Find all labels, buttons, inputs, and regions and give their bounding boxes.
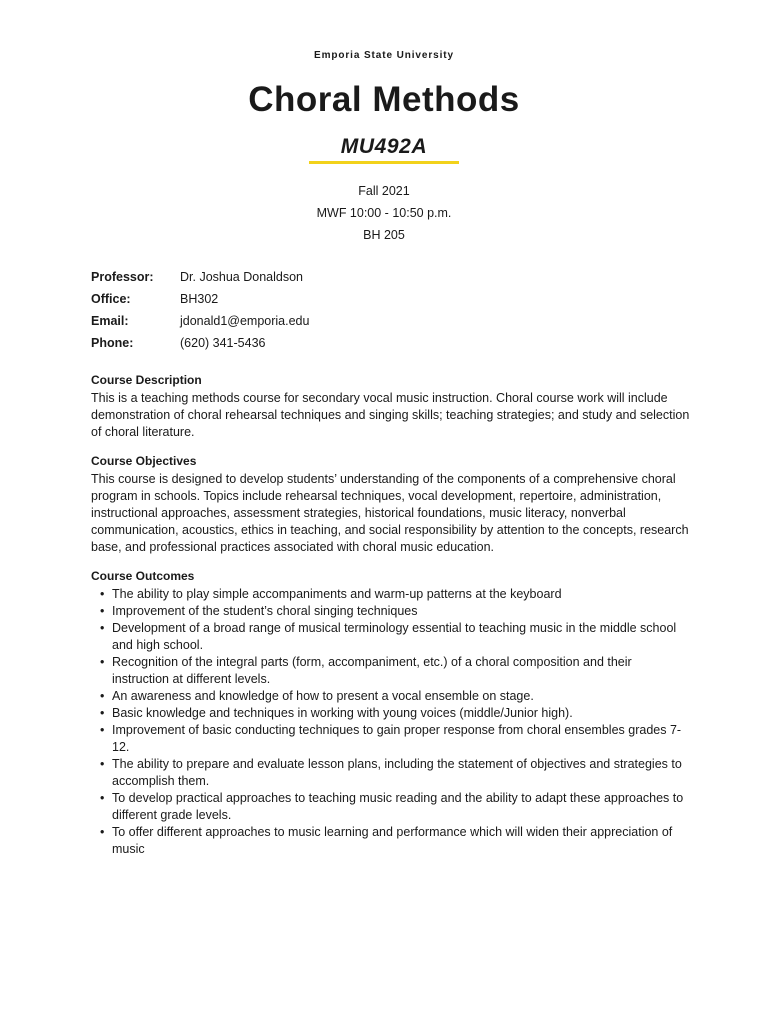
bullet-icon: • [100, 723, 105, 737]
list-item [91, 688, 691, 705]
contact-value: jdonald1@emporia.edu [180, 314, 310, 328]
contact-row-email [91, 310, 309, 332]
term: Fall 2021 [358, 184, 410, 198]
outcome-text: To offer different approaches to music learning and performance which will widen their appreciation of music [112, 825, 673, 856]
bullet-icon: • [100, 655, 105, 669]
bullet-icon: • [100, 689, 105, 703]
list-item [91, 603, 691, 620]
contact-value: (620) 341-5436 [180, 336, 266, 350]
course-code: MU492A [340, 135, 428, 158]
contact-label: Professor: [91, 270, 154, 284]
contact-label: Phone: [91, 336, 134, 350]
list-item [91, 705, 691, 722]
outcome-text: An awareness and knowledge of how to present a vocal ensemble on stage. [112, 689, 534, 703]
list-item [91, 756, 691, 790]
list-item [91, 824, 691, 858]
outcome-text: The ability to prepare and evaluate lesson plans, including the statement of objectives and strategies to accomplish them. [112, 757, 682, 788]
university-name: Emporia State University [314, 50, 454, 61]
outcome-text: Basic knowledge and techniques in working with young voices (middle/Junior high). [112, 706, 573, 720]
contact-info [91, 266, 309, 354]
outcomes-heading: Course Outcomes [91, 569, 195, 583]
objectives-heading: Course Objectives [91, 454, 197, 468]
outcomes-list [91, 586, 691, 858]
course-code-underline [309, 161, 459, 164]
contact-row-phone [91, 332, 309, 354]
contact-row-professor [91, 266, 309, 288]
bullet-icon: • [100, 621, 105, 635]
meeting-time: MWF 10:00 - 10:50 p.m. [316, 206, 452, 220]
course-content [91, 370, 691, 858]
bullet-icon: • [100, 706, 105, 720]
list-item [91, 620, 691, 654]
contact-value: BH302 [180, 292, 219, 306]
description-text: This is a teaching methods course for secondary vocal music instruction. Choral course work will include demonstration of choral rehearsal techniques and singing skills; teaching strategies; and study and selection of choral literature. [91, 391, 690, 439]
contact-value: Dr. Joshua Donaldson [180, 270, 303, 284]
outcome-text: Recognition of the integral parts (form, accompaniment, etc.) of a choral composition and their instruction at different levels. [112, 655, 632, 686]
outcome-text: Improvement of basic conducting techniques to gain proper response from choral ensembles grades 7-12. [112, 723, 682, 754]
bullet-icon: • [100, 825, 105, 839]
bullet-icon: • [100, 757, 105, 771]
page-title: Choral Methods [248, 80, 520, 119]
list-item [91, 722, 691, 756]
objectives-text: This course is designed to develop students’ understanding of the components of a comprehensive choral program in schools. Topics include rehearsal techniques, vocal development, repertoire, administration, instructional approaches, assessment strategies, historical foundations, music literacy, nonverbal communication, acoustics, ethics in teaching, and social responsibility by attention to the concepts, research base, and professional practices associated with choral music education. [91, 472, 689, 554]
schedule-block [0, 180, 768, 246]
outcome-text: Development of a broad range of musical terminology essential to teaching music in the middle school and high school. [112, 621, 677, 652]
room: BH 205 [363, 228, 405, 242]
outcome-text: Improvement of the student’s choral singing techniques [112, 604, 418, 618]
bullet-icon: • [100, 587, 105, 601]
contact-label: Office: [91, 292, 131, 306]
list-item [91, 586, 691, 603]
bullet-icon: • [100, 791, 105, 805]
contact-row-office [91, 288, 309, 310]
description-heading: Course Description [91, 373, 202, 387]
outcome-text: The ability to play simple accompaniments and warm-up patterns at the keyboard [112, 587, 562, 601]
list-item [91, 790, 691, 824]
contact-label: Email: [91, 314, 129, 328]
list-item [91, 654, 691, 688]
bullet-icon: • [100, 604, 105, 618]
outcome-text: To develop practical approaches to teaching music reading and the ability to adapt these approaches to different grade levels. [112, 791, 684, 822]
